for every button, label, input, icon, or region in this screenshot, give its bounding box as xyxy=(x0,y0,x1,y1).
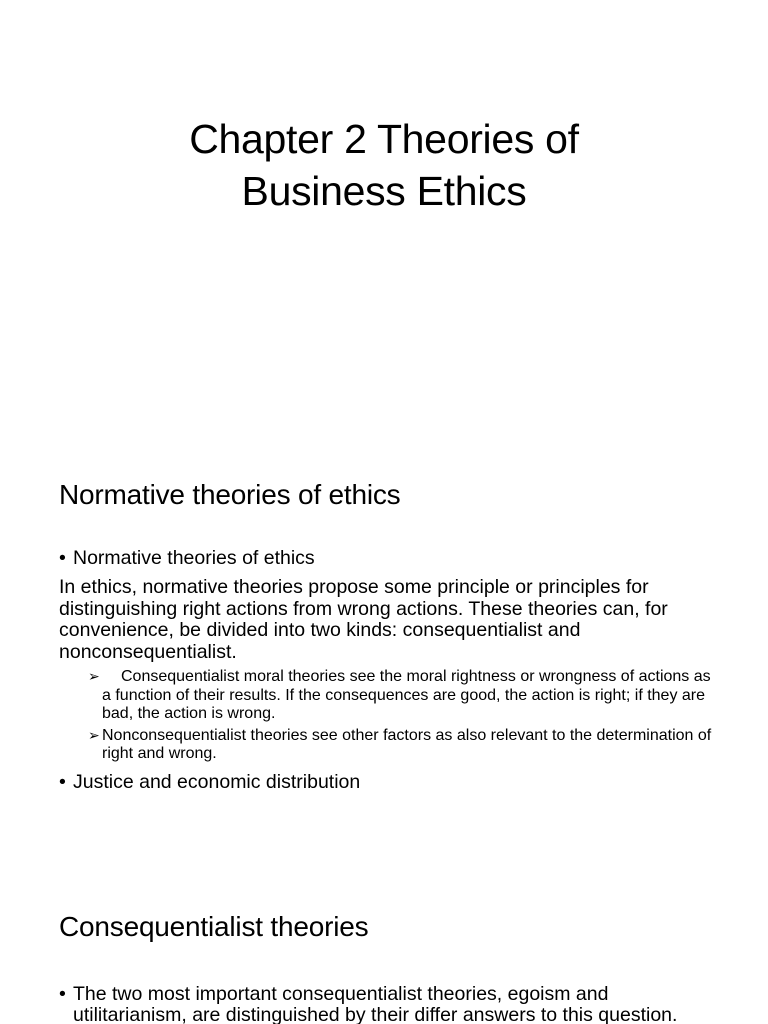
consequentialist-theories-slide xyxy=(0,864,768,1024)
bullet-icon: • xyxy=(59,547,66,569)
bullet-item xyxy=(59,548,719,569)
bullet-text: Normative theories of ethics xyxy=(73,547,315,569)
sub-bullet-text: Nonconsequentialist theories see other factors as also relevant to the determination of right and wrong. xyxy=(102,726,712,762)
slide-body xyxy=(59,548,719,801)
arrow-bullet-icon: ➢ xyxy=(88,668,100,684)
slide-heading: Consequentialist theories xyxy=(59,911,369,942)
title-slide xyxy=(0,0,768,432)
body-paragraph: In ethics, normative theories propose some principle or principles for distinguishing right actions from wrong actions. These theories can, for convenience, be divided into two kinds: consequentialist and nonconsequentialist. xyxy=(59,576,668,663)
arrow-bullet-icon: ➢ xyxy=(88,726,100,743)
slide-title xyxy=(0,113,768,217)
bullet-icon: • xyxy=(59,770,66,793)
slide-title-line2: Business Ethics xyxy=(241,168,527,214)
bullet-text: The two most important consequentialist theories, egoism and utilitarianism, are distinguished by their differ answers to this question. xyxy=(73,983,678,1024)
slide-body xyxy=(59,984,719,1024)
bullet-icon: • xyxy=(59,983,66,1005)
sub-bullet-item xyxy=(59,726,719,764)
bullet-text: Justice and economic distribution xyxy=(73,770,361,793)
normative-theories-slide xyxy=(0,432,768,864)
slide-heading: Normative theories of ethics xyxy=(59,479,401,510)
sub-bullet-item xyxy=(59,667,719,724)
slide-title-line1: Chapter 2 Theories of xyxy=(189,116,579,162)
bullet-item xyxy=(59,772,719,793)
bullet-item xyxy=(59,984,719,1024)
sub-bullet-text: Consequentialist moral theories see the moral rightness or wrongness of actions as a function of their results. If the consequences are good, the action is right; if they are bad, the action is wrong. xyxy=(102,668,711,722)
